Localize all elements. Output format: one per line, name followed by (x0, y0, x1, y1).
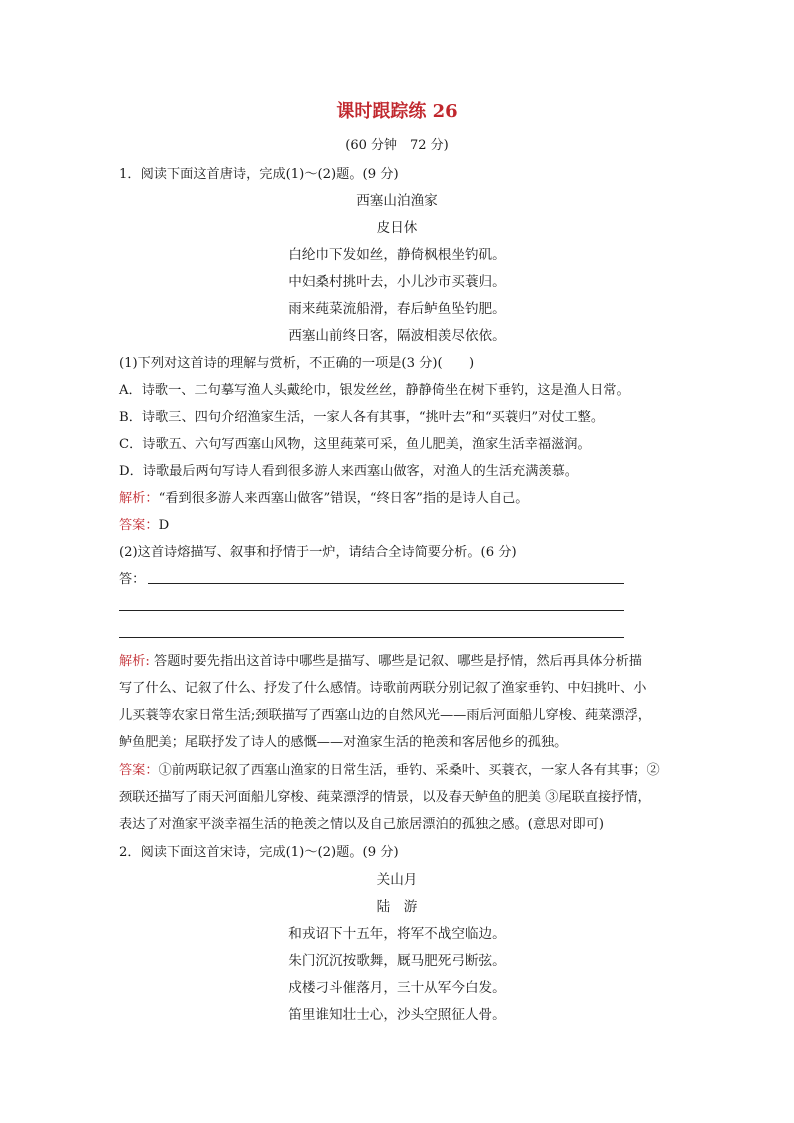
q1-poem-title: 西塞山泊渔家 (356, 193, 438, 209)
q1-analysis2-line: 儿买蓑等农家日常生活;颈联描写了西塞山边的自然风光——雨后河面船儿穿梭、莼菜漂浮， (119, 708, 651, 723)
answer-text: D (158, 518, 170, 533)
answer-blank-line (148, 583, 624, 584)
q2-poem-line: 戍楼刁斗催落月，三十从军今白发。 (288, 980, 506, 996)
q1-sub1-stem: (1)下列对这首诗的理解与赏析，不正确的一项是(3 分)( ) (119, 356, 475, 371)
q1-answer2-line: 表达了对渔家平淡幸福生活的艳羡之情以及自己旅居漂泊的孤独之感。(意思对即可) (119, 817, 605, 832)
q2-poem-line: 笛里谁知壮士心，沙头空照征人骨。 (288, 1007, 506, 1023)
answer-label: 答案： (119, 518, 159, 533)
q1-option-c: C．诗歌五、六句写西塞山风物，这里莼菜可采，鱼儿肥美，渔家生活幸福滋润。 (119, 437, 591, 452)
q2-poem-line: 和戎诏下十五年，将军不战空临边。 (288, 926, 506, 942)
analysis-text: “看到很多游人来西塞山做客”错误，“终日客”指的是诗人自己。 (158, 491, 529, 506)
analysis-text: 答题时要先指出这首诗中哪些是描写、哪些是记叙、哪些是抒情，然后再具体分析描 (149, 654, 642, 669)
answer-label: 答案： (119, 763, 159, 778)
q1-stem: 1．阅读下面这首唐诗，完成(1)～(2)题。(9 分) (119, 167, 399, 182)
q1-poem-line: 西塞山前终日客，隔波相羡尽依依。 (288, 328, 506, 344)
analysis-label: 解析: (119, 654, 150, 669)
q1-option-a: A．诗歌一、二句摹写渔人头戴纶巾，银发丝丝，静静倚坐在树下垂钓，这是渔人日常。 (119, 383, 630, 398)
analysis-label: 解析： (119, 491, 159, 506)
q2-poem-author: 陆 游 (376, 899, 418, 915)
q1-analysis2-line: 鲈鱼肥美；尾联抒发了诗人的感慨——对渔家生活的艳羡和客居他乡的孤独。 (119, 735, 568, 750)
q1-analysis2-line: 写了什么、记叙了什么、抒发了什么感情。诗歌前两联分别记叙了渔家垂钓、中妇挑叶、小 (119, 681, 647, 696)
q1-answer1 (119, 514, 169, 533)
q2-poem-line: 朱门沉沉按歌舞，厩马肥死弓断弦。 (288, 953, 506, 969)
answer-text: ①前两联记叙了西塞山渔家的日常生活，垂钓、采桑叶、买蓑衣，一家人各有其事；② (158, 763, 660, 778)
q1-poem-author: 皮日休 (376, 220, 418, 236)
answer-prompt: 答： (119, 572, 146, 587)
time-score-note: (60 分钟 72 分) (345, 138, 449, 153)
q1-sub2-stem: (2)这首诗熔描写、叙事和抒情于一炉，请结合全诗简要分析。(6 分) (119, 545, 517, 560)
q1-poem-line: 雨来莼菜流船滑，春后鲈鱼坠钓肥。 (288, 301, 506, 317)
q1-analysis1 (119, 487, 528, 506)
q1-answer2-line: 颈联还描写了雨天河面船儿穿梭、莼菜漂浮的情景，以及春天鲈鱼的肥美 ③尾联直接抒情， (119, 790, 651, 805)
q1-poem-line: 白纶巾下发如丝，静倚枫根坐钓矶。 (288, 247, 506, 263)
q1-option-d: D．诗歌最后两句写诗人看到很多游人来西塞山做客，对渔人的生活充满羡慕。 (119, 464, 578, 479)
q2-stem: 2．阅读下面这首宋诗，完成(1)～(2)题。(9 分) (119, 845, 399, 860)
answer-blank-line (119, 610, 624, 611)
q1-analysis2-line (119, 650, 642, 669)
answer-blank-line (119, 637, 624, 638)
page-title: 课时跟踪练 26 (336, 101, 458, 122)
q1-option-b: B．诗歌三、四句介绍渔家生活，一家人各有其事，“挑叶去”和“买蓑归”对仗工整。 (119, 410, 605, 425)
q2-poem-title: 关山月 (376, 872, 418, 888)
q1-poem-line: 中妇桑村挑叶去，小儿沙市买蓑归。 (288, 274, 506, 290)
q1-answer2-line (119, 759, 660, 778)
